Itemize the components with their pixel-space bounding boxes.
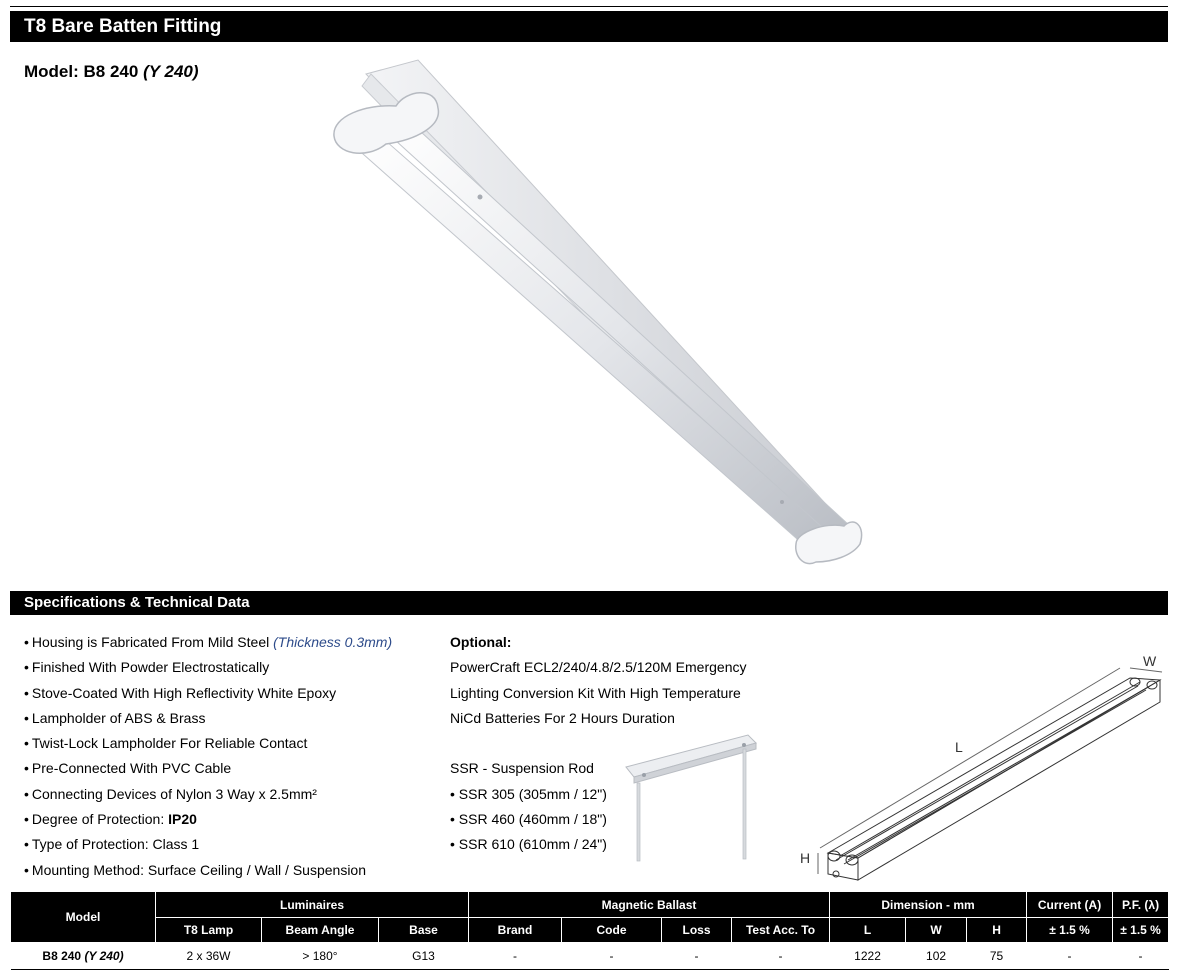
col-base: Base [379,918,469,943]
model-alt-code: (Y 240) [143,62,199,81]
feature-item: • Finished With Powder Electrostatically [24,659,270,676]
feature-item: • Pre-Connected With PVC Cable [24,760,232,777]
specs-section-header: Specifications & Technical Data [10,591,1168,615]
col-brand: Brand [469,918,562,943]
col-code: Code [562,918,662,943]
optional-line: PowerCraft ECL2/240/4.8/2.5/120M Emergency [450,659,747,676]
optional-line: Lighting Conversion Kit With High Temperature [450,684,741,701]
feature-item: • Lampholder of ABS & Brass [24,709,206,726]
group-dimension: Dimension - mm [830,892,1027,918]
group-current: Current (A) [1027,892,1113,918]
dimension-drawing [800,648,1170,888]
table-cell: 75 [967,943,1027,970]
table-cell: - [732,943,830,970]
feature-item: • Housing is Fabricated From Mild Steel (Thickness 0.3mm) [24,634,393,650]
col-dim-w: W [906,918,967,943]
dim-label-l: L [955,739,963,755]
ssr-heading: SSR - Suspension Rod [450,760,594,777]
table-cell: - [562,943,662,970]
feature-item: • Twist-Lock Lampholder For Reliable Contact [24,735,308,752]
ssr-item: • SSR 610 (610mm / 24") [450,836,607,853]
col-loss: Loss [662,918,732,943]
table-cell: 1222 [830,943,906,970]
ssr-item: • SSR 460 (460mm / 18") [450,811,607,828]
model-code: B8 240 [83,62,139,81]
page-title: T8 Bare Batten Fitting [10,11,1168,42]
table-cell: 2 x 36W [156,943,262,970]
dim-label-w: W [1143,653,1157,669]
table-cell: - [662,943,732,970]
cell-model: B8 240 (Y 240) [11,943,156,970]
table-cell: > 180° [262,943,379,970]
optional-heading: Optional: [450,634,512,650]
dim-label-h: H [800,850,811,866]
feature-item: • Connecting Devices of Nylon 3 Way x 2.5mm² [24,785,317,802]
col-t8-lamp: T8 Lamp [156,918,262,943]
group-pf: P.F. (λ) [1113,892,1169,918]
feature-item: • Type of Protection: Class 1 [24,836,200,853]
spec-table [10,891,1169,970]
col-current-tol: ± 1.5 % [1027,918,1113,943]
optional-line: NiCd Batteries For 2 Hours Duration [450,709,675,726]
col-model: Model [11,892,156,943]
table-row [11,943,1169,970]
table-cell: G13 [379,943,469,970]
ssr-item: • SSR 305 (305mm / 12") [450,785,607,802]
top-rule [10,6,1168,7]
feature-item: • Mounting Method: Surface Ceiling / Wall / Suspension [24,861,367,878]
col-test-acc: Test Acc. To [732,918,830,943]
table-cell: 102 [906,943,967,970]
model-line [24,62,199,82]
col-dim-l: L [830,918,906,943]
batten-fitting-image [326,56,866,581]
model-label: Model: [24,62,79,81]
table-cell: - [1113,943,1169,970]
feature-item: • Stove-Coated With High Reflectivity White Epoxy [24,684,337,701]
table-cell: - [1027,943,1113,970]
group-luminaires: Luminaires [156,892,469,918]
features-list [24,631,392,884]
group-ballast: Magnetic Ballast [469,892,830,918]
suspension-rod-image [620,733,760,868]
col-dim-h: H [967,918,1027,943]
feature-item: • Degree of Protection: IP20 [24,811,197,828]
col-pf-tol: ± 1.5 % [1113,918,1169,943]
table-cell: - [469,943,562,970]
col-beam-angle: Beam Angle [262,918,379,943]
